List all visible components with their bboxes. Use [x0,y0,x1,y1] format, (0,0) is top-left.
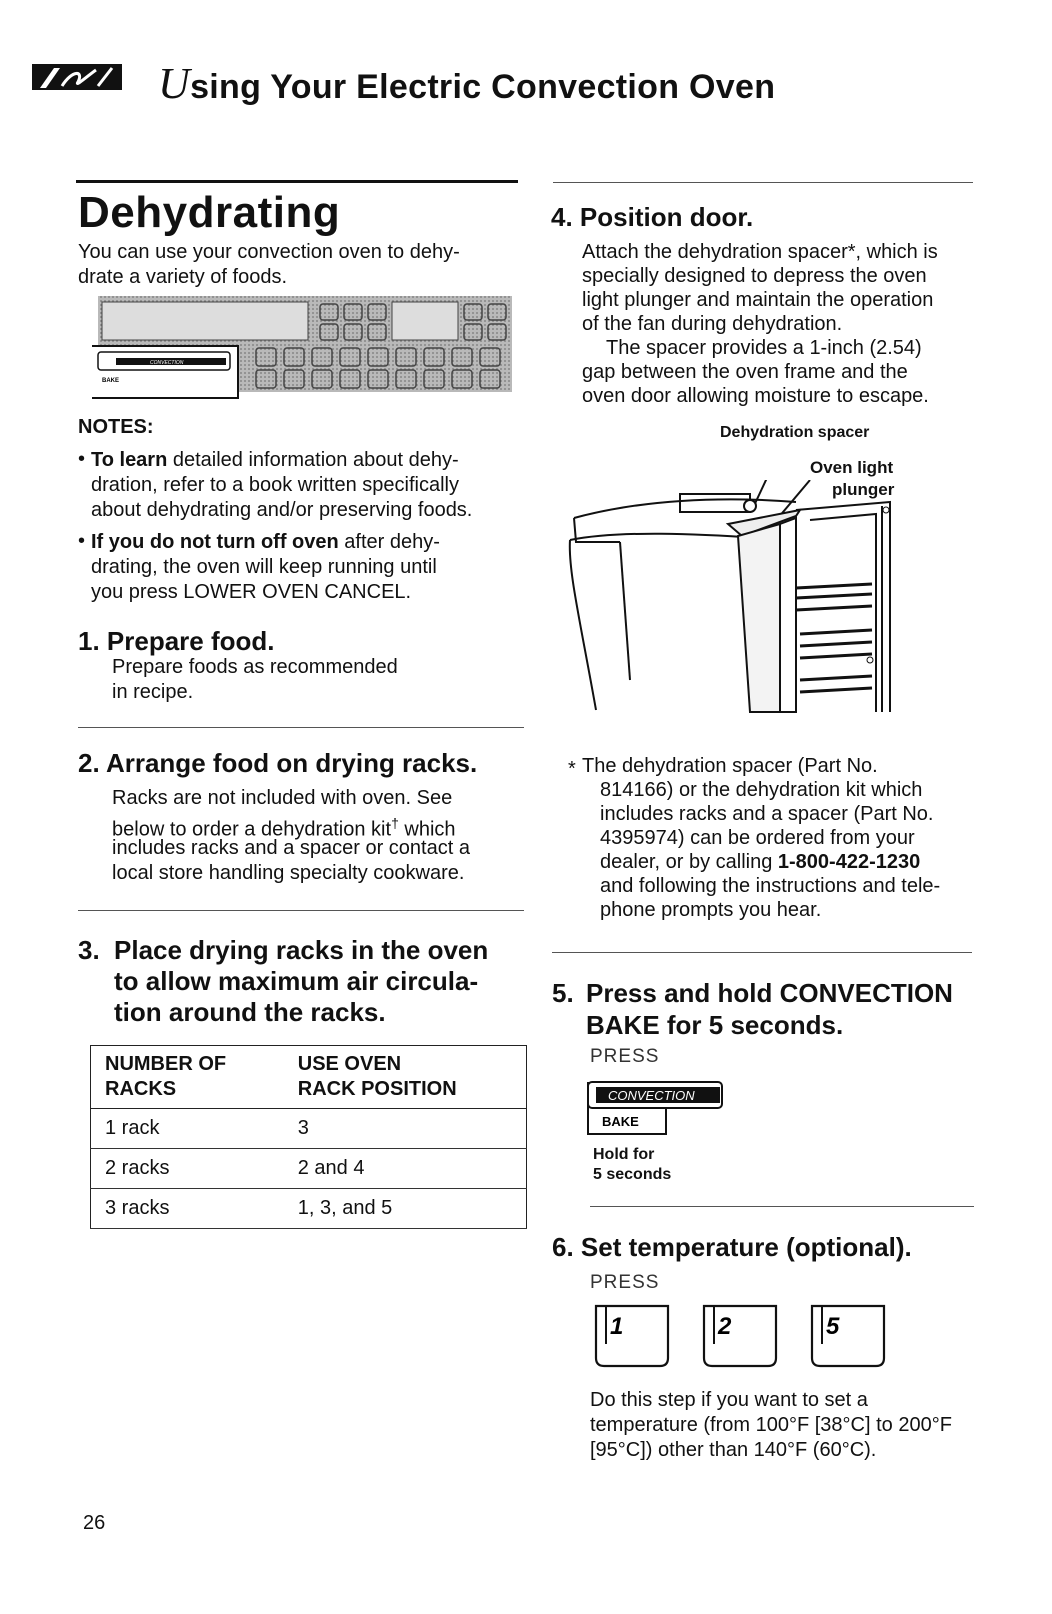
page-number: 26 [83,1512,106,1534]
note-2-line-2: drating, the oven will keep running until [91,556,437,578]
step-4-line-3: light plunger and maintain the operation [582,289,934,311]
phone-number: 1-800-422-1230 [777,851,921,873]
footnote-mark: * [568,758,576,780]
dagger-mark: † [391,815,399,831]
table-header-row [91,1046,527,1109]
step-3-heading-line-3: tion around the racks. [114,997,386,1027]
section-title: Dehydrating [78,188,341,237]
column-header-racks [91,1046,284,1109]
press-label: PRESS [590,1272,660,1293]
section-rule [76,180,518,183]
note-2-lead: If you do not turn off oven [91,531,339,553]
footnote-line-5-text: dealer, or by calling [600,851,773,873]
key-bake-label: BAKE [602,1114,639,1129]
note-1-line-3: about dehydrating and/or preserving foods. [91,499,473,521]
step-4-number: 4. [551,202,573,232]
step-6-title [552,1232,912,1263]
note-1-line-2: dration, refer to a book written specifically [91,474,459,496]
footnote-line-2: 814166) or the dehydration kit which [600,779,923,801]
step-1-line-1: Prepare foods as recommended [112,656,398,678]
step-4-line-1: Attach the dehydration spacer*, which is [582,241,938,263]
step-6-number: 6. [552,1232,574,1262]
intro-line-2: drate a variety of foods. [78,266,288,288]
footnote-line-5 [600,850,920,875]
header-line: RACKS [105,1078,177,1100]
step-4-heading: Position door. [579,202,754,232]
footnote-line-1: The dehydration spacer (Part No. [582,755,878,777]
header-line: RACK POSITION [297,1078,457,1100]
step-1-number: 1. [78,626,100,656]
key-digit: 5 [826,1313,840,1340]
oven-door-illustration [560,480,922,728]
key-digit: 1 [610,1313,624,1340]
step-2-line-2-text: below to order a dehydration kit [112,818,392,841]
step-4-line-4: of the fan during dehydration. [582,313,843,335]
table-cell: 3 [284,1109,527,1149]
table-cell: 1, 3, and 5 [284,1189,527,1229]
header-line: USE OVEN [297,1053,402,1075]
step-4-line-5: The spacer provides a 1-inch (2.54) [606,337,922,359]
step-6-line-2: temperature (from 100°F [38°C] to 200°F [590,1414,952,1436]
note-1-text: detailed information about dehy- [167,449,459,471]
footnote-line-6: and following the instructions and tele- [600,875,941,897]
hold-for-line-1: Hold for [593,1146,655,1163]
label-plunger: plunger [832,480,895,499]
divider [552,952,972,953]
divider [78,910,524,911]
notes-heading: NOTES: [78,416,154,438]
step-4-line-2: specially designed to depress the oven [582,265,927,287]
note-2-line-1 [91,530,440,555]
step-6-line-1: Do this step if you want to set a [590,1389,868,1411]
step-4-line-6: gap between the oven frame and the [582,361,908,383]
step-5-heading-line-1: Press and hold CONVECTION [586,978,953,1008]
step-3-heading-line-1: Place drying racks in the oven [114,935,489,965]
note-bullet: • [78,448,86,470]
table-row [91,1189,527,1229]
header-line: NUMBER OF [105,1053,227,1075]
table-row [91,1149,527,1189]
convection-bake-key[interactable] [586,1078,726,1138]
step-4-line-7: oven door allowing moisture to escape. [582,385,929,407]
table-cell: 2 racks [91,1149,284,1189]
table-cell: 3 racks [91,1189,284,1229]
label-oven-light: Oven light [810,458,894,477]
table-row [91,1109,527,1149]
note-2-line-3: you press LOWER OVEN CANCEL. [91,581,412,603]
step-6-heading: Set temperature (optional). [580,1232,912,1262]
panel-bake-label: BAKE [102,378,120,384]
panel-convection-label: CONVECTION [150,360,184,366]
step-2-line-3: includes racks and a spacer or contact a [112,837,470,859]
step-1-title [78,626,275,657]
title-rest: sing Your Electric Convection Oven [190,68,776,106]
step-1-heading: Prepare food. [106,626,275,656]
hold-for-line-2: 5 seconds [593,1166,672,1183]
press-label: PRESS [590,1046,660,1067]
control-panel-illustration [92,296,518,400]
footnote-line-7: phone prompts you hear. [600,899,822,921]
step-6-line-3: [95°C]) other than 140°F (60°C). [590,1439,877,1461]
note-1-lead: To learn [91,449,168,471]
table-cell: 2 and 4 [284,1149,527,1189]
step-4-title [551,202,753,233]
note-2-text: after dehy- [338,531,440,553]
page-title [158,58,775,109]
step-3-heading-line-2: to allow maximum air circula- [114,966,479,996]
number-key-1[interactable] [592,1300,672,1370]
footnote-line-3: includes racks and a spacer (Part No. [600,803,934,825]
divider [78,727,524,728]
divider [590,1206,974,1207]
step-1-line-2: in recipe. [112,681,194,703]
step-2-line-1: Racks are not included with oven. See [112,787,453,809]
step-5-number: 5. [552,978,574,1008]
note-bullet: • [78,530,86,552]
number-key-2[interactable] [700,1300,780,1370]
step-2-line-2-after: which [398,818,456,841]
step-2-title [78,748,477,779]
divider [553,182,973,183]
note-1-line-1 [91,448,459,473]
key-convection-label: CONVECTION [608,1088,695,1103]
step-3-title [78,935,100,966]
table-cell: 1 rack [91,1109,284,1149]
footnote-line-4: 4395974) can be ordered from your [600,827,915,849]
step-2-line-4: local store handling specialty cookware. [112,862,465,884]
step-5-heading-line-2: BAKE for 5 seconds. [586,1010,844,1040]
step-2-number: 2. [78,748,100,778]
brand-logo [32,58,122,94]
key-digit: 2 [718,1313,732,1340]
step-3-number: 3. [78,935,100,965]
number-key-5[interactable] [808,1300,888,1370]
column-header-position [284,1046,527,1109]
label-dehydration-spacer: Dehydration spacer [720,424,870,441]
rack-position-table [90,1045,527,1229]
title-initial: U [158,59,191,108]
intro-line-1: You can use your convection oven to dehy- [78,241,460,263]
step-2-heading: Arrange food on drying racks. [105,748,478,778]
